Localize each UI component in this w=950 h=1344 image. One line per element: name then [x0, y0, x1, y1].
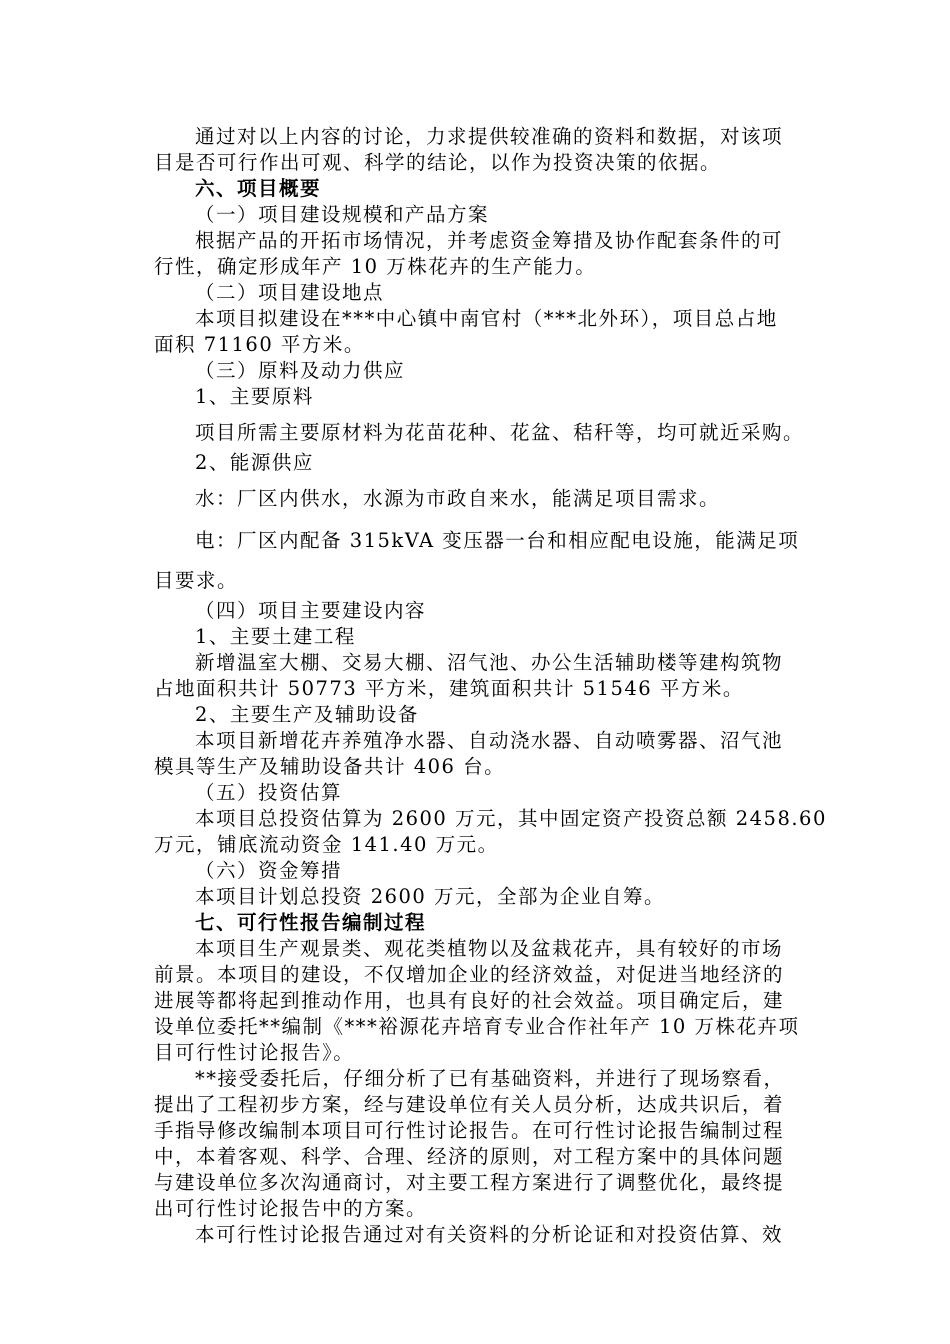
paragraph-line: 目要求。	[154, 569, 239, 592]
item-heading: 1、主要原料	[195, 385, 314, 408]
paragraph-line: 提出了工程初步方案，经与建设单位有关人员分析，达成共识后，着	[154, 1093, 785, 1116]
paragraph-line: 占地面积共计 50773 平方米，建筑面积共计 51546 平方米。	[154, 677, 744, 700]
paragraph-line: 前景。本项目的建设，不仅增加企业的经济效益，对促进当地经济的	[154, 963, 785, 986]
paragraph-line: 水：厂区内供水，水源为市政自来水，能满足项目需求。	[195, 487, 721, 510]
paragraph-line: 中，本着客观、科学、合理、经济的原则，对工程方案中的具体问题	[154, 1145, 785, 1168]
paragraph-line: 本项目拟建设在***中心镇中南官村（***北外环），项目总占地	[195, 307, 778, 330]
subsection-heading: （四）项目主要建设内容	[195, 599, 427, 622]
paragraph-line: 设单位委托**编制《***裕源花卉培育专业合作社年产 10 万株花卉项	[154, 1015, 800, 1038]
paragraph-line: 模具等生产及辅助设备共计 406 台。	[154, 755, 506, 778]
paragraph-line: 本可行性讨论报告通过对有关资料的分析论证和对投资估算、效	[195, 1223, 784, 1246]
subsection-heading: （二）项目建设地点	[195, 281, 385, 304]
paragraph-line: 行性，确定形成年产 10 万株花卉的生产能力。	[154, 255, 597, 278]
paragraph-line: 电：厂区内配备 315kVA 变压器一台和相应配电设施，能满足项	[195, 529, 800, 552]
item-heading: 1、主要土建工程	[195, 625, 356, 648]
paragraph-line: 万元，铺底流动资金 141.40 万元。	[154, 833, 499, 856]
paragraph-line: 面积 71160 平方米。	[154, 333, 365, 356]
paragraph-line: 出可行性讨论报告中的方案。	[154, 1197, 428, 1220]
section-heading: 七、可行性报告编制过程	[195, 911, 427, 934]
paragraph-line: 新增温室大棚、交易大棚、沼气池、办公生活辅助楼等建构筑物	[195, 651, 784, 674]
paragraph-line: 与建设单位多次沟通商讨，对主要工程方案进行了调整优化，最终提	[154, 1171, 785, 1194]
subsection-heading: （三）原料及动力供应	[195, 359, 406, 382]
paragraph-line: 手指导修改编制本项目可行性讨论报告。在可行性讨论报告编制过程	[154, 1119, 785, 1142]
paragraph-line: 根据产品的开拓市场情况，并考虑资金筹措及协作配套条件的可	[195, 229, 784, 252]
paragraph-line: 目是否可行作出可观、科学的结论，以作为投资决策的依据。	[154, 151, 722, 174]
paragraph-line: 本项目新增花卉养殖净水器、自动浇水器、自动喷雾器、沼气池	[195, 729, 784, 752]
subsection-heading: （五）投资估算	[195, 781, 343, 804]
paragraph-line: 本项目计划总投资 2600 万元，全部为企业自筹。	[195, 885, 666, 908]
subsection-heading: （六）资金筹措	[195, 859, 343, 882]
section-heading: 六、项目概要	[195, 177, 322, 200]
paragraph-line: 本项目生产观景类、观花类植物以及盆栽花卉，具有较好的市场	[195, 937, 784, 960]
paragraph-line: 通过对以上内容的讨论，力求提供较准确的资料和数据，对该项	[195, 125, 784, 148]
paragraph-line: 目可行性讨论报告》。	[154, 1041, 355, 1064]
paragraph-line: 本项目总投资估算为 2600 万元，其中固定资产投资总额 2458.60	[195, 807, 827, 830]
paragraph-line: **接受委托后，仔细分析了已有基础资料，并进行了现场察看，	[195, 1067, 785, 1090]
paragraph-line: 项目所需主要原材料为花苗花种、花盆、秸秆等，均可就近采购。	[195, 421, 805, 444]
subsection-heading: （一）项目建设规模和产品方案	[195, 203, 490, 226]
item-heading: 2、主要生产及辅助设备	[195, 703, 419, 726]
item-heading: 2、能源供应	[195, 451, 314, 474]
paragraph-line: 进展等都将起到推动作用，也具有良好的社会效益。项目确定后，建	[154, 989, 785, 1012]
